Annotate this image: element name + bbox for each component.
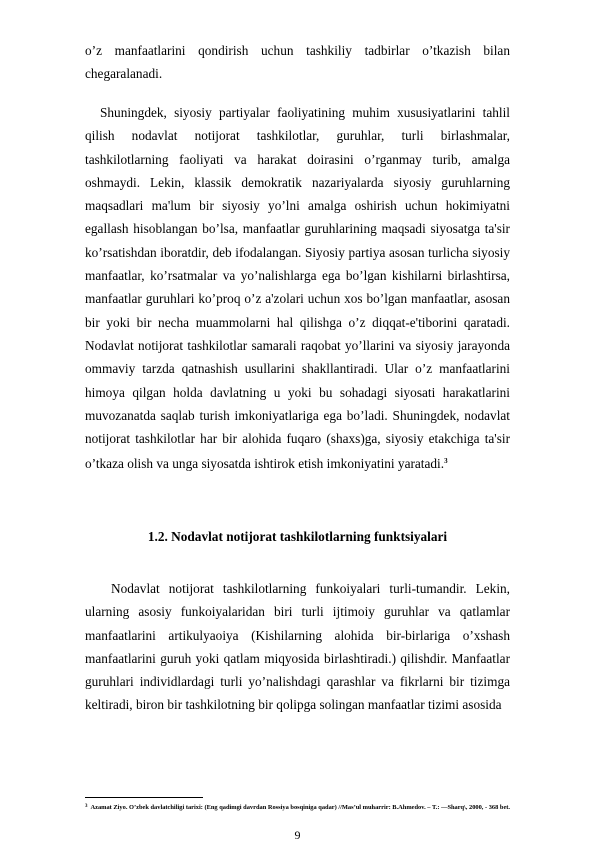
footnote-text: Azamat Ziyo. O’zbek davlatchiligi tarixi: (Eng qadimgi davrdan Rossiya bosqiniga qadar) //Mas’ul muharrir: B.Ahmedov. – T.: —Sharq\, 2000, - 368 bet. <box>90 804 511 811</box>
section-heading: 1.2. Nodavlat notijorat tashkilotlarning funktsiyalari <box>147 529 448 544</box>
paragraph-functions <box>85 577 510 717</box>
footnote <box>85 801 510 813</box>
paragraph-political-parties-text: Shuningdek, siyosiy partiyalar faoliyatining muhim xususiyatlarini tahlil qilish nodavlat notijorat tashkilotlar, guruhlar, turli birlashmalar, tashkilotlarning faoliyati va harakat doirasini o’rganmay turib, amalga oshmaydi. Lekin, klassik demokratik nazariyalarda siyosiy guruhlarning maqsadlari ma'lum bir siyosiy yo’lni amalga oshirish uchun hokimiyatni egallash hisoblangan bo’lsa, manfaatlar guruhlarining maqsadi siyosatga ta'sir ko’rsatishdan iboratdir, deb ifodalangan. Siyosiy partiya asosan turlicha siyosiy manfaatlar, ko’rsatmalar va yo’nalishlarga ega bo’lgan kishilarni birlashtirsa, manfaatlar guruhlari ko’proq o’z a'zolari uchun xos bo’lgan manfaatlar, asosan bir yoki bir necha muammolarni hal qilishga o’z diqqat-e'tiborini qaratadi. Nodavlat notijorat tashkilotlar samarali raqobat yo’llarini va siyosiy jarayonda ommaviy tarzda qatnashish usullarini shakllantiradi. Ular o’z manfaatlarini himoya qilgan holda davlatning u yoki bu sohadagi siyosati harakatlarini muvozanatda saqlab turish imkoniyatlariga ega bo’ladi. Shuningdek, nodavlat notijorat tashkilotlar har bir alohida fuqaro (shaxs)ga, siyosiy etakchiga ta'sir o’tkaza olish va unga siyosatda ishtirok etish imkoniyatini yaratadi. <box>85 105 510 472</box>
paragraph-continuation <box>85 39 510 86</box>
paragraph-political-parties <box>85 101 510 476</box>
footnote-divider <box>85 797 203 798</box>
footnote-reference[interactable]: 3 <box>444 457 448 466</box>
footnote-number: 3 <box>85 804 88 809</box>
paragraph-continuation-text: o’z manfaatlarini qondirish uchun tashkiliy tadbirlar o’tkazish bilan chegaralanadi. <box>85 43 510 82</box>
paragraph-functions-text: Nodavlat notijorat tashkilotlarning funkoiyalari turli-tumandir. Lekin, ularning asosiy funkoiyalaridan biri turli ijtimoiy guruhlar va qatlamlar manfaatlarini artikulyaoiya (Kishilarning alohida bir-birlariga o’xshash manfaatlarini guruh yoki qatlam miqyosida birlashtiradi.) qilishdir. Manfaatlar guruhlari individlardagi turli yo’nalishdagi qarashlar va fikrlarni bir tizimga keltiradi, biron bir tashkilotning bir qolipga solingan manfaatlar tizimi asosida <box>85 581 510 713</box>
page-number: 9 <box>294 828 301 842</box>
